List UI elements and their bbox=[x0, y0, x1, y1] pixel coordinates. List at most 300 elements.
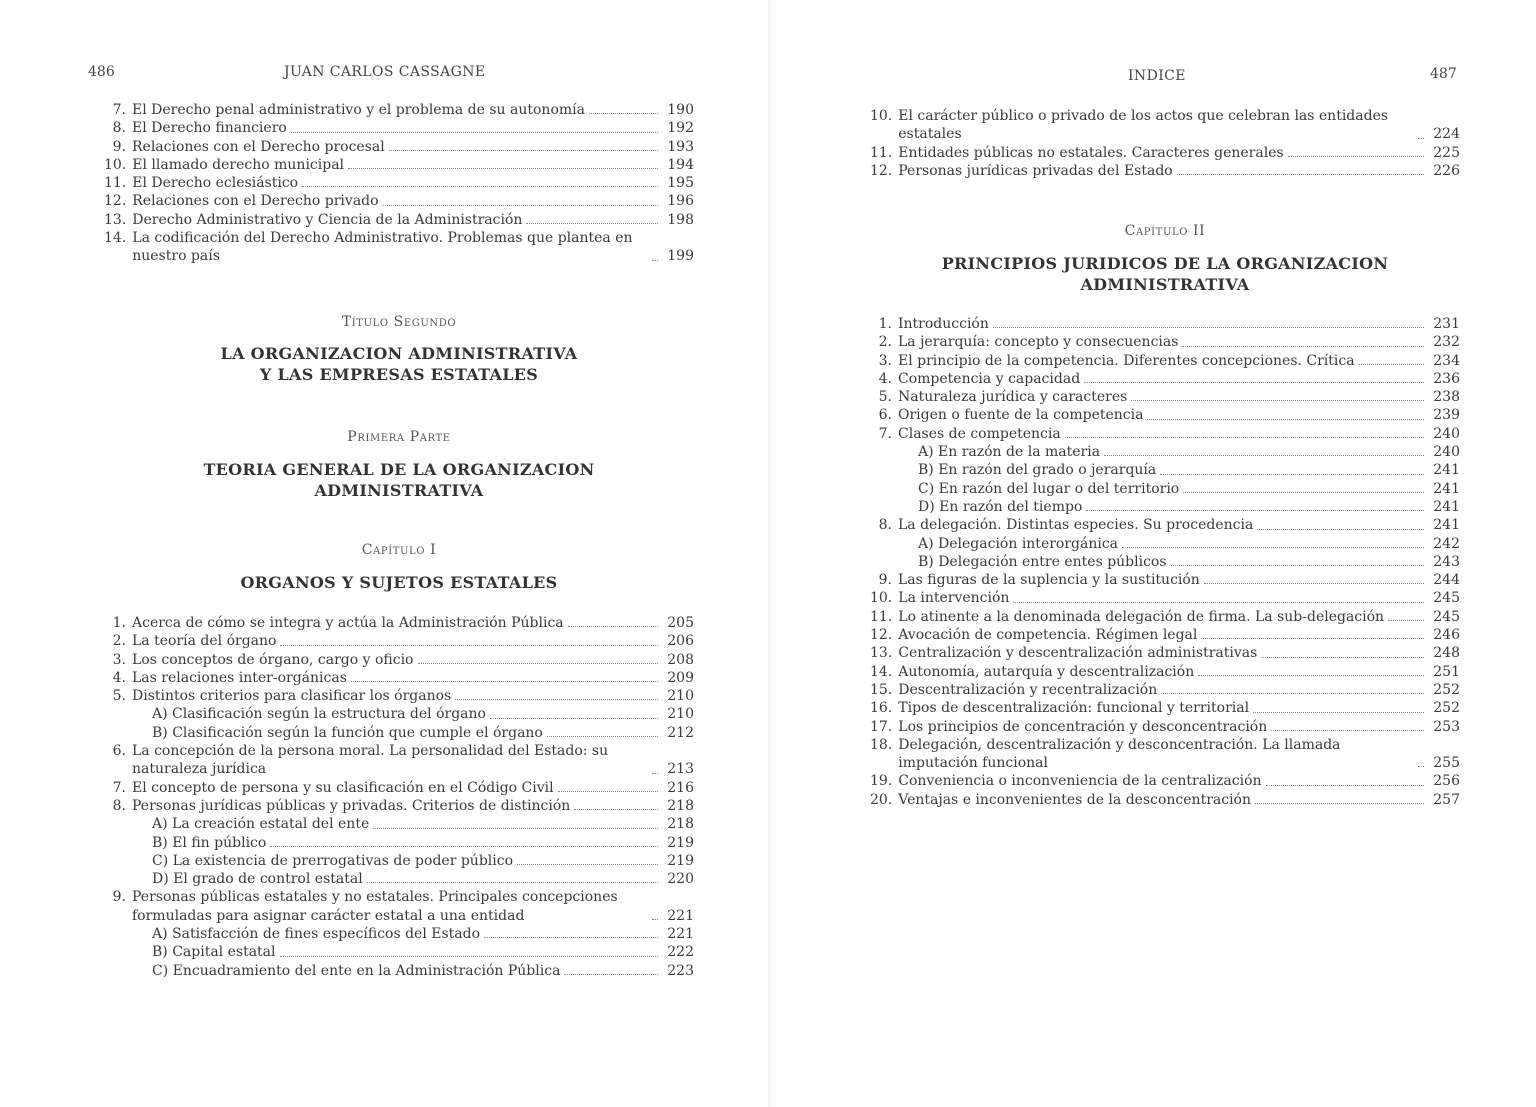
toc-entry-body bbox=[132, 192, 662, 210]
toc-entry-text: El llamado derecho municipal bbox=[132, 156, 345, 173]
toc-entry-page: 248 bbox=[1433, 645, 1460, 662]
dot-leader bbox=[1255, 803, 1424, 804]
toc-entry-body bbox=[132, 852, 662, 870]
toc-entry-text: Tipos de descentralización: funcional y territorial bbox=[898, 700, 1250, 717]
toc-entry-text: Entidades públicas no estatales. Caracteres generales bbox=[898, 144, 1284, 161]
toc-entry-number: 20. bbox=[870, 791, 893, 808]
toc-entry-body bbox=[898, 144, 1428, 162]
toc-entry bbox=[104, 138, 694, 156]
toc-entry-body bbox=[898, 162, 1428, 180]
toc-entry-number: 10. bbox=[104, 156, 127, 173]
toc-entry-text: D) En razón del tiempo bbox=[918, 498, 1083, 515]
toc-entry-page: 241 bbox=[1433, 517, 1460, 534]
toc-entry-body bbox=[898, 718, 1428, 736]
toc-entry-text: Autonomía, autarquía y descentralización bbox=[898, 663, 1195, 680]
toc-entry-number: 4. bbox=[112, 669, 126, 686]
titulo-label: Título Segundo bbox=[341, 314, 457, 330]
toc-entry-page: 193 bbox=[667, 138, 694, 155]
toc-entry-page: 232 bbox=[1433, 334, 1460, 351]
toc-entry-body bbox=[132, 687, 662, 705]
toc-entry-number: 1. bbox=[112, 615, 126, 631]
toc-entry-text: C) La existencia de prerrogativas de poder público bbox=[152, 852, 513, 869]
toc-entry bbox=[870, 406, 1460, 424]
toc-entry-body bbox=[898, 443, 1428, 461]
toc-entry-number: 12. bbox=[104, 193, 127, 210]
dot-leader bbox=[526, 223, 658, 224]
dot-leader bbox=[1271, 730, 1424, 731]
toc-entry-number: 7. bbox=[878, 425, 892, 442]
dot-leader bbox=[383, 205, 658, 206]
toc-entry-body bbox=[132, 815, 662, 833]
parte-label: Primera Parte bbox=[347, 429, 451, 445]
toc-entry-body bbox=[132, 101, 662, 119]
toc-entry-body bbox=[132, 651, 662, 669]
toc-entry-text: El Derecho financiero bbox=[132, 120, 287, 137]
dot-leader bbox=[1013, 602, 1424, 603]
toc-entry-page: 216 bbox=[667, 779, 694, 796]
toc-subentry bbox=[870, 498, 1460, 516]
toc-entry-page: 218 bbox=[667, 816, 694, 833]
toc-entry-page: 208 bbox=[667, 651, 694, 668]
toc-entry-text: La concepción de la persona moral. La personalidad del Estado: su naturaleza jurídica bbox=[132, 743, 609, 778]
toc-entry bbox=[870, 425, 1460, 443]
toc-entry-body bbox=[898, 388, 1428, 406]
toc-entry-number: 8. bbox=[112, 797, 126, 814]
toc-entry-page: 245 bbox=[1433, 590, 1460, 607]
toc-entry-body bbox=[132, 705, 662, 723]
toc-entry-number: 11. bbox=[870, 144, 893, 161]
toc-entry-body bbox=[898, 699, 1428, 717]
toc-entry-body bbox=[132, 138, 662, 156]
toc-entry-page: 239 bbox=[1433, 407, 1460, 424]
capitulo-heading: ORGANOS Y SUJETOS ESTATALES bbox=[240, 573, 558, 592]
dot-leader bbox=[1288, 156, 1424, 157]
toc-entry-text: Descentralización y recentralización bbox=[898, 681, 1158, 698]
toc-entry-text: El Derecho penal administrativo y el problema de su autonomía bbox=[132, 102, 585, 118]
dot-leader bbox=[1198, 675, 1424, 676]
toc-entry-number: 12. bbox=[870, 162, 893, 179]
toc-entry-number: 7. bbox=[112, 779, 126, 796]
toc-entry-body bbox=[132, 614, 662, 632]
toc-entry-text: La jerarquía: concepto y consecuencias bbox=[898, 334, 1179, 351]
toc-entry-page: 205 bbox=[667, 615, 694, 631]
toc-entry-page: 212 bbox=[667, 724, 694, 741]
toc-entry-text: La delegación. Distintas especies. Su procedencia bbox=[898, 517, 1254, 534]
dot-leader bbox=[1147, 419, 1424, 420]
toc-entry-page: 213 bbox=[667, 761, 694, 778]
toc-entry-text: La intervención bbox=[898, 590, 1010, 607]
toc-list bbox=[104, 614, 694, 980]
toc-entry bbox=[104, 742, 694, 779]
dot-leader bbox=[1084, 382, 1424, 383]
toc-entry-text: Personas jurídicas públicas y privadas. Criterios de distinción bbox=[132, 797, 571, 814]
toc-entry-page: 253 bbox=[1433, 718, 1460, 735]
toc-entry-text: B) Capital estatal bbox=[152, 944, 276, 961]
toc-entry-text: Relaciones con el Derecho procesal bbox=[132, 138, 385, 155]
dot-leader bbox=[484, 937, 658, 938]
toc-entry-body bbox=[132, 632, 662, 650]
toc-entry-page: 199 bbox=[667, 248, 694, 265]
dot-leader bbox=[280, 956, 659, 957]
toc-entry-text: B) Delegación entre entes públicos bbox=[918, 553, 1167, 570]
toc-entry-body bbox=[898, 553, 1428, 571]
dot-leader bbox=[1418, 138, 1424, 139]
toc-entry-number: 8. bbox=[878, 517, 892, 534]
toc-entry-text: El concepto de persona y su clasificación en el Código Civil bbox=[132, 779, 554, 796]
toc-entry-page: 206 bbox=[667, 633, 694, 650]
dot-leader bbox=[1160, 474, 1424, 475]
toc-entry-page: 209 bbox=[667, 669, 694, 686]
dot-leader bbox=[490, 718, 658, 719]
toc-entry-body bbox=[132, 870, 662, 888]
toc-entry-page: 231 bbox=[1433, 316, 1460, 332]
toc-entry bbox=[104, 632, 694, 650]
toc-entry-text: B) El fin público bbox=[152, 834, 267, 851]
toc-entry-page: 195 bbox=[667, 175, 694, 192]
toc-entry bbox=[870, 333, 1460, 351]
toc-entry-text: Ventajas e inconvenientes de la desconcentración bbox=[898, 791, 1251, 808]
toc-entry bbox=[104, 651, 694, 669]
toc-entry-page: 255 bbox=[1433, 755, 1460, 772]
toc-entry-body bbox=[898, 791, 1428, 809]
toc-entry-page: 251 bbox=[1433, 663, 1460, 680]
toc-entry-page: 244 bbox=[1433, 572, 1460, 589]
toc-entry-body bbox=[132, 962, 662, 980]
dot-leader bbox=[280, 645, 658, 646]
dot-leader bbox=[652, 773, 658, 774]
toc-entry-number: 6. bbox=[112, 743, 126, 760]
toc-entry-body bbox=[132, 229, 662, 266]
toc-entry-body bbox=[132, 724, 662, 742]
toc-entry-text: A) Satisfacción de fines específicos del Estado bbox=[152, 926, 481, 943]
toc-entry-body bbox=[898, 406, 1428, 424]
toc-entry-text: A) Clasificación según la estructura del órgano bbox=[152, 706, 486, 723]
toc-entry-text: Las figuras de la suplencia y la sustitución bbox=[898, 572, 1200, 589]
dot-leader bbox=[547, 736, 658, 737]
dot-leader bbox=[1122, 547, 1424, 548]
toc-entry-page: 234 bbox=[1433, 352, 1460, 369]
right-page bbox=[778, 0, 1536, 1107]
toc-entry-text: El principio de la competencia. Diferentes concepciones. Crítica bbox=[898, 352, 1355, 369]
toc-subentry bbox=[104, 834, 694, 852]
toc-entry-body bbox=[898, 626, 1428, 644]
capitulo-label: Capítulo I bbox=[361, 542, 437, 558]
toc-entry-body bbox=[898, 644, 1428, 662]
toc-subentry bbox=[104, 870, 694, 888]
toc-entry-text: D) El grado de control estatal bbox=[152, 871, 363, 888]
toc-entry-body bbox=[132, 797, 662, 815]
dot-leader bbox=[558, 791, 658, 792]
toc-entry bbox=[104, 119, 694, 137]
toc-entry-number: 12. bbox=[870, 627, 893, 644]
toc-entry-number: 9. bbox=[878, 572, 892, 589]
toc-entry-page: 224 bbox=[1433, 126, 1460, 143]
toc-entry-number: 16. bbox=[870, 700, 893, 717]
toc-entry-number: 14. bbox=[104, 230, 127, 247]
toc-entry-page: 226 bbox=[1433, 162, 1460, 179]
toc-entry bbox=[104, 614, 694, 632]
dot-leader bbox=[367, 882, 658, 883]
toc-entry-page: 241 bbox=[1433, 498, 1460, 515]
toc-entry-number: 9. bbox=[112, 889, 126, 906]
toc-entry-page: 243 bbox=[1433, 553, 1460, 570]
dot-leader bbox=[652, 919, 658, 920]
toc-entry-text: Los principios de concentración y desconcentración bbox=[898, 718, 1268, 735]
toc-entry-body bbox=[898, 352, 1428, 370]
toc-entry-page: 252 bbox=[1433, 681, 1460, 698]
toc-entry bbox=[870, 626, 1460, 644]
toc-list bbox=[870, 107, 1460, 180]
dot-leader bbox=[270, 846, 658, 847]
toc-entry-text: Distintos criterios para clasificar los órganos bbox=[132, 688, 452, 705]
toc-entry-text: Clases de competencia bbox=[898, 425, 1061, 442]
toc-entry-body bbox=[132, 943, 662, 961]
dot-leader bbox=[1182, 346, 1424, 347]
toc-entry bbox=[104, 101, 694, 119]
toc-entry-text: Conveniencia o inconveniencia de la centralización bbox=[898, 773, 1262, 790]
toc-entry-number: 3. bbox=[878, 352, 892, 369]
toc-entry-text: A) Delegación interorgánica bbox=[918, 535, 1119, 552]
titulo-heading-line: Y LAS EMPRESAS ESTATALES bbox=[259, 365, 539, 384]
toc-entry-body bbox=[898, 425, 1428, 443]
toc-entry-page: 198 bbox=[667, 211, 694, 228]
toc-entry-page: 220 bbox=[667, 871, 694, 888]
dot-leader bbox=[351, 681, 658, 682]
toc-entry-text: B) En razón del grado o jerarquía bbox=[918, 462, 1157, 479]
toc-entry-text: Origen o fuente de la competencia bbox=[898, 407, 1144, 424]
toc-subentry bbox=[870, 443, 1460, 461]
toc-entry-body bbox=[898, 736, 1428, 773]
toc-entry-number: 9. bbox=[112, 138, 126, 155]
toc-entry-text: Introducción bbox=[898, 316, 989, 332]
toc-entry bbox=[104, 687, 694, 705]
toc-entry bbox=[870, 107, 1460, 144]
toc-entry-page: 240 bbox=[1433, 425, 1460, 442]
dot-leader bbox=[589, 113, 658, 114]
dot-leader bbox=[564, 974, 658, 975]
capitulo-label: Capítulo II bbox=[1124, 223, 1206, 239]
dot-leader bbox=[574, 809, 658, 810]
toc-entry-text: La codificación del Derecho Administrativo. Problemas que plantea en nuestro país bbox=[132, 230, 633, 265]
toc-entry-number: 19. bbox=[870, 773, 893, 790]
toc-entry bbox=[104, 669, 694, 687]
toc-entry bbox=[104, 192, 694, 210]
toc-entry-page: 241 bbox=[1433, 480, 1460, 497]
toc-entry-text: C) En razón del lugar o del territorio bbox=[918, 480, 1180, 497]
toc-entry-number: 15. bbox=[870, 681, 893, 698]
toc-entry bbox=[870, 663, 1460, 681]
parte-heading-line: ADMINISTRATIVA bbox=[314, 481, 484, 500]
toc-entry bbox=[870, 608, 1460, 626]
toc-entry-body bbox=[898, 663, 1428, 681]
toc-entry-text: Competencia y capacidad bbox=[898, 370, 1081, 387]
toc-entry-number: 11. bbox=[870, 608, 893, 625]
toc-entry-page: 190 bbox=[667, 102, 694, 118]
toc-entry bbox=[870, 516, 1460, 534]
dot-leader bbox=[568, 626, 658, 627]
toc-entry-number: 6. bbox=[878, 407, 892, 424]
toc-entry-number: 2. bbox=[878, 334, 892, 351]
titulo-heading bbox=[104, 343, 694, 385]
toc-subentry bbox=[104, 705, 694, 723]
toc-entry bbox=[870, 352, 1460, 370]
parte-heading bbox=[104, 459, 694, 501]
toc-entry-page: 194 bbox=[667, 156, 694, 173]
toc-entry-body bbox=[898, 589, 1428, 607]
capitulo-heading-line: ADMINISTRATIVA bbox=[1080, 275, 1250, 294]
toc-entry-body bbox=[898, 498, 1428, 516]
toc-entry-page: 242 bbox=[1433, 535, 1460, 552]
dot-leader bbox=[993, 327, 1424, 328]
dot-leader bbox=[373, 828, 658, 829]
toc-subentry bbox=[104, 852, 694, 870]
dot-leader bbox=[1104, 455, 1424, 456]
toc-entry bbox=[104, 156, 694, 174]
titulo-heading-line: LA ORGANIZACION ADMINISTRATIVA bbox=[220, 344, 578, 363]
toc-entry bbox=[870, 388, 1460, 406]
toc-subentry bbox=[104, 943, 694, 961]
toc-entry-number: 2. bbox=[112, 633, 126, 650]
dot-leader bbox=[1171, 565, 1424, 566]
toc-entry-page: 221 bbox=[667, 907, 694, 924]
toc-subentry bbox=[870, 480, 1460, 498]
toc-entry-number: 3. bbox=[112, 651, 126, 668]
dot-leader bbox=[1065, 437, 1424, 438]
toc-entry-body bbox=[132, 834, 662, 852]
toc-entry-number: 10. bbox=[870, 108, 893, 124]
toc-entry bbox=[870, 772, 1460, 790]
toc-entry bbox=[870, 699, 1460, 717]
toc-entry-page: 210 bbox=[667, 688, 694, 705]
toc-entry-number: 11. bbox=[104, 175, 127, 192]
toc-entry-number: 17. bbox=[870, 718, 893, 735]
toc-entry bbox=[104, 888, 694, 925]
toc-entry-page: 219 bbox=[667, 852, 694, 869]
toc-entry-text: Delegación, descentralización y desconcentración. La llamada imputación funcional bbox=[898, 736, 1341, 772]
toc-entry-page: 192 bbox=[667, 120, 694, 137]
dot-leader bbox=[652, 260, 658, 261]
toc-entry-text: Naturaleza jurídica y caracteres bbox=[898, 389, 1128, 406]
toc-entry-text: El carácter público o privado de los actos que celebran las entidades estatales bbox=[898, 108, 1389, 143]
toc-entry-text: B) Clasificación según la función que cumple el órgano bbox=[152, 724, 543, 741]
toc-entry-number: 1. bbox=[878, 316, 892, 332]
toc-entry bbox=[104, 779, 694, 797]
book-gutter bbox=[768, 0, 778, 1107]
toc-subentry bbox=[870, 461, 1460, 479]
toc-entry bbox=[104, 797, 694, 815]
toc-entry bbox=[870, 162, 1460, 180]
running-head: INDICE bbox=[1128, 68, 1186, 84]
dot-leader bbox=[455, 699, 658, 700]
toc-entry-page: 223 bbox=[667, 962, 694, 979]
toc-entry-page: 219 bbox=[667, 834, 694, 851]
toc-entry-page: 221 bbox=[667, 926, 694, 943]
toc-entry-number: 10. bbox=[870, 590, 893, 607]
toc-entry-body bbox=[898, 370, 1428, 388]
dot-leader bbox=[1253, 712, 1424, 713]
toc-entry-page: 257 bbox=[1433, 791, 1460, 808]
toc-entry-number: 5. bbox=[112, 688, 126, 705]
toc-entry-page: 222 bbox=[667, 944, 694, 961]
toc-entry-page: 240 bbox=[1433, 444, 1460, 461]
toc-entry-page: 218 bbox=[667, 797, 694, 814]
toc-entry-text: Lo atinente a la denominada delegación de firma. La sub-delegación bbox=[898, 608, 1385, 625]
dot-leader bbox=[1266, 785, 1424, 786]
toc-entry-text: A) La creación estatal del ente bbox=[152, 816, 370, 833]
toc-entry-text: A) En razón de la materia bbox=[918, 444, 1101, 461]
running-head: JUAN CARLOS CASSAGNE bbox=[284, 64, 486, 80]
toc-list bbox=[104, 101, 694, 266]
toc-entry bbox=[870, 315, 1460, 333]
toc-entry bbox=[870, 681, 1460, 699]
toc-entry bbox=[104, 211, 694, 229]
toc-entry-body bbox=[898, 461, 1428, 479]
toc-entry-number: 7. bbox=[112, 102, 126, 118]
page-number: 486 bbox=[88, 64, 115, 80]
toc-entry-text: Las relaciones inter-orgánicas bbox=[132, 669, 347, 686]
toc-entry-page: 210 bbox=[667, 706, 694, 723]
toc-entry bbox=[870, 589, 1460, 607]
toc-entry-text: Personas jurídicas privadas del Estado bbox=[898, 162, 1173, 179]
toc-entry-body bbox=[132, 888, 662, 925]
toc-entry-number: 13. bbox=[104, 211, 127, 228]
toc-entry-number: 18. bbox=[870, 736, 893, 753]
toc-entry-body bbox=[898, 480, 1428, 498]
page-number: 487 bbox=[1430, 66, 1457, 82]
dot-leader bbox=[517, 864, 658, 865]
dot-leader bbox=[291, 132, 658, 133]
toc-entry-text: Centralización y descentralización administrativas bbox=[898, 645, 1258, 662]
toc-entry-text: Acerca de cómo se integra y actúa la Administración Pública bbox=[132, 615, 564, 631]
toc-entry bbox=[870, 370, 1460, 388]
toc-entry-body bbox=[898, 516, 1428, 534]
dot-leader bbox=[418, 663, 659, 664]
toc-entry-body bbox=[898, 333, 1428, 351]
dot-leader bbox=[1131, 400, 1424, 401]
toc-entry bbox=[104, 229, 694, 266]
toc-entry-text: C) Encuadramiento del ente en la Administración Pública bbox=[152, 962, 561, 979]
toc-entry-body bbox=[898, 107, 1428, 144]
toc-entry bbox=[870, 144, 1460, 162]
toc-entry-body bbox=[898, 315, 1428, 333]
toc-entry-page: 256 bbox=[1433, 773, 1460, 790]
toc-entry-number: 4. bbox=[878, 370, 892, 387]
toc-entry-text: El Derecho eclesiástico bbox=[132, 175, 299, 192]
toc-entry bbox=[870, 791, 1460, 809]
dot-leader bbox=[1201, 638, 1424, 639]
dot-leader bbox=[1418, 766, 1424, 767]
dot-leader bbox=[1177, 174, 1424, 175]
toc-entry-text: La teoría del órgano bbox=[132, 633, 277, 650]
dot-leader bbox=[1388, 620, 1424, 621]
toc-entry-body bbox=[898, 608, 1428, 626]
toc-entry-page: 236 bbox=[1433, 370, 1460, 387]
dot-leader bbox=[1261, 657, 1424, 658]
toc-entry bbox=[870, 644, 1460, 662]
toc-entry-page: 238 bbox=[1433, 389, 1460, 406]
toc-entry-text: Relaciones con el Derecho privado bbox=[132, 193, 379, 210]
capitulo-heading bbox=[870, 253, 1460, 295]
toc-entry-text: Derecho Administrativo y Ciencia de la Administración bbox=[132, 211, 523, 228]
toc-entry-body bbox=[898, 535, 1428, 553]
toc-entry-body bbox=[132, 174, 662, 192]
toc-entry-page: 252 bbox=[1433, 700, 1460, 717]
toc-entry-page: 246 bbox=[1433, 627, 1460, 644]
toc-entry-body bbox=[132, 156, 662, 174]
toc-entry-body bbox=[132, 779, 662, 797]
toc-entry-text: Personas públicas estatales y no estatales. Principales concepciones formuladas para asignar carácter estatal a una entidad bbox=[132, 889, 618, 924]
toc-entry-body bbox=[132, 211, 662, 229]
